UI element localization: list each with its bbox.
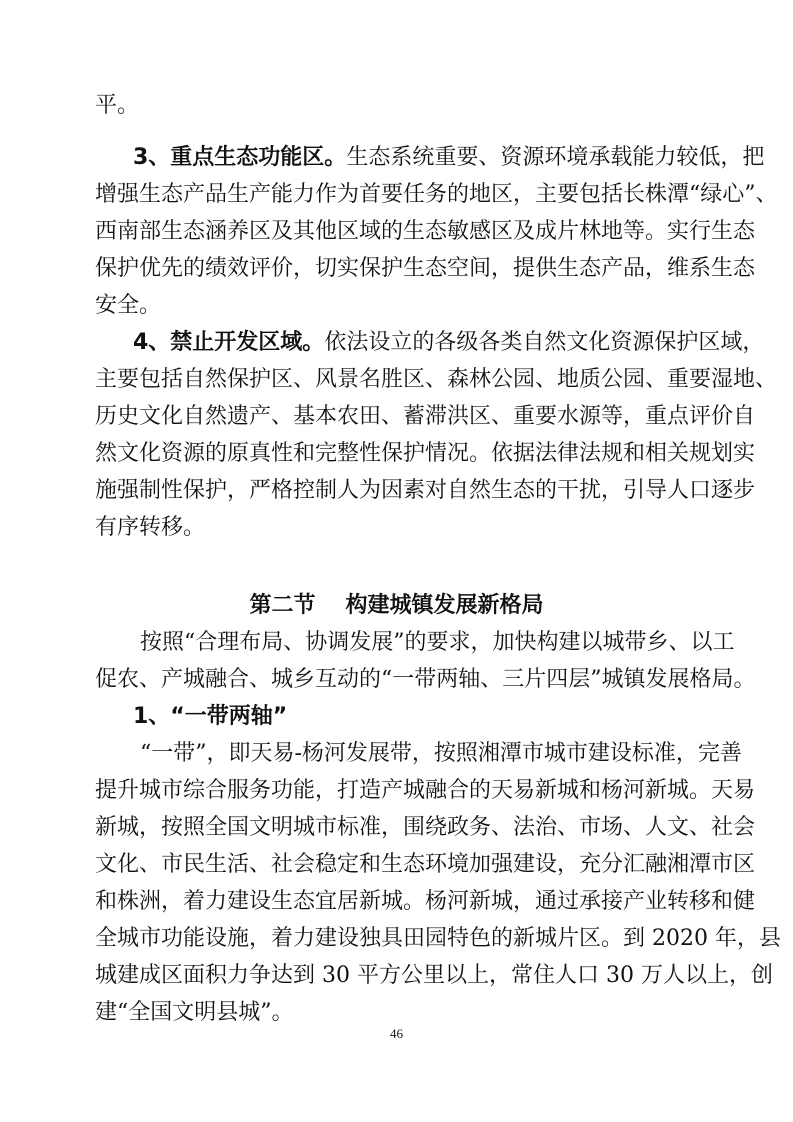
paragraph-line: 安全。 <box>95 293 162 318</box>
subsection-heading: 1、“一带两轴” <box>133 704 288 729</box>
paragraph-line: 保护优先的绩效评价，切实保护生态空间，提供生态产品，维系生态 <box>95 256 756 281</box>
paragraph-line: 施强制性保护，严格控制人为因素对自然生态的干扰，引导人口逐步 <box>95 478 756 503</box>
paragraph-line: 增强生态产品生产能力作为首要任务的地区，主要包括长株潭“绿心”、 <box>95 182 778 207</box>
paragraph-line: 有序转移。 <box>95 515 206 540</box>
paragraph-line: 建“全国文明县城”。 <box>95 1000 294 1025</box>
paragraph-line: 和株洲，着力建设生态宜居新城。杨河新城，通过承接产业转移和健 <box>95 889 756 914</box>
text-line: 平。 <box>95 93 140 118</box>
paragraph-line: 促农、产城融合、城乡互动的“一带两轴、三片四层”城镇发展格局。 <box>95 667 756 692</box>
section-title: 构建城镇发展新格局 <box>345 593 544 618</box>
paragraph-line: 历史文化自然遗产、基本农田、蓄滞洪区、重要水源等，重点评价自 <box>95 404 756 429</box>
text-span: 依法设立的各级各类自然文化资源保护区域， <box>324 330 765 355</box>
paragraph-line: 按照“合理布局、协调发展”的要求，加快构建以城带乡、以工 <box>140 630 735 655</box>
paragraph-line: 提升城市综合服务功能，打造产城融合的天易新城和杨河新城。天易 <box>95 778 756 803</box>
item-heading: 3、重点生态功能区。 <box>133 145 347 170</box>
paragraph-line: 全城市功能设施，着力建设独具田园特色的新城片区。到 2020 年，县 <box>95 926 781 951</box>
paragraph-line: 城建成区面积力争达到 30 平方公里以上，常住人口 30 万人以上，创 <box>95 963 773 988</box>
paragraph-line: 然文化资源的原真性和完整性保护情况。依据法律法规和相关规划实 <box>95 441 756 466</box>
paragraph-line: 新城，按照全国文明城市标准，围绕政务、法治、市场、人文、社会 <box>95 815 756 840</box>
item-heading: 4、禁止开发区域。 <box>133 330 325 355</box>
paragraph-line: 主要包括自然保护区、风景名胜区、森林公园、地质公园、重要湿地、 <box>95 367 778 392</box>
text-span: 生态系统重要、资源环境承载能力较低，把 <box>346 145 765 170</box>
paragraph-line: “一带”，即天易-杨河发展带，按照湘潭市城市建设标准，完善 <box>140 741 742 766</box>
section-heading <box>0 592 793 620</box>
paragraph-line <box>133 329 765 357</box>
paragraph-line: 西南部生态涵养区及其他区域的生态敏感区及成片林地等。实行生态 <box>95 219 756 244</box>
paragraph-line <box>133 144 765 172</box>
page-number: 46 <box>390 1026 403 1041</box>
paragraph-line: 文化、市民生活、社会稳定和生态环境加强建设，充分汇融湘潭市区 <box>95 852 756 877</box>
section-number: 第二节 <box>249 593 316 618</box>
